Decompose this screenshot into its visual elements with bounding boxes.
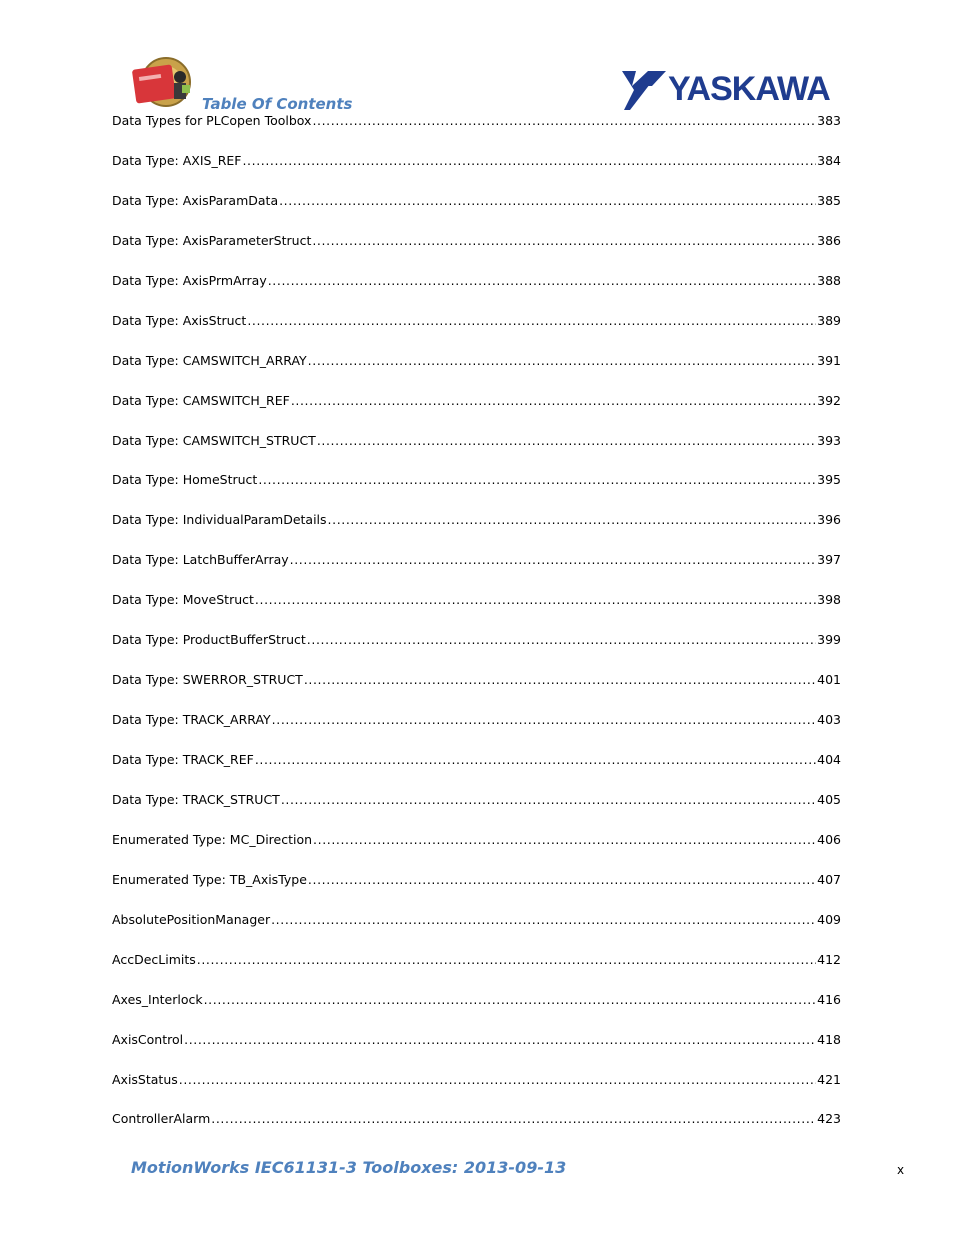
toc-entry[interactable]	[112, 951, 841, 991]
toc-entry-page[interactable]: 395	[817, 472, 841, 488]
toc-entry[interactable]	[112, 711, 841, 751]
toc-entry-page[interactable]: 393	[817, 432, 841, 448]
toc-entry-page[interactable]: 388	[817, 272, 841, 288]
footer-title: MotionWorks IEC61131-3 Toolboxes: 2013-09-13	[131, 1158, 567, 1177]
toc-entry-page[interactable]: 399	[817, 632, 841, 648]
toc-entry-page[interactable]: 405	[817, 791, 841, 807]
svg-text:YASKAWA: YASKAWA	[668, 70, 830, 108]
toc-entry[interactable]	[112, 631, 841, 671]
toc-entry[interactable]	[112, 112, 841, 152]
toc-entry[interactable]	[112, 471, 841, 511]
toc-dot-leader	[307, 631, 816, 649]
toc-entry-page[interactable]: 404	[817, 752, 841, 767]
toc-entry-label[interactable]: Data Type: CAMSWITCH_STRUCT	[112, 432, 316, 448]
toc-entry-page[interactable]: 409	[817, 911, 841, 927]
toc-entry-page[interactable]: 389	[817, 312, 841, 328]
yaskawa-logo	[622, 66, 844, 112]
toc-entry-label[interactable]: Data Type: IndividualParamDetails	[112, 512, 327, 528]
toc-entry[interactable]	[112, 232, 841, 272]
toc-entry-label[interactable]: AbsolutePositionManager	[112, 911, 271, 927]
toc-entry-page[interactable]: 398	[817, 592, 841, 608]
toc-entry-page[interactable]: 412	[817, 951, 841, 967]
toc-entry-label[interactable]: Data Type: CAMSWITCH_ARRAY	[112, 352, 307, 368]
toc-entry-page[interactable]: 407	[817, 871, 841, 887]
toc-entry[interactable]	[112, 152, 841, 192]
toc-entry[interactable]	[112, 751, 841, 791]
toc-entry-page[interactable]: 403	[817, 712, 841, 728]
toc-entry-page[interactable]: 406	[817, 831, 841, 847]
toc-entry[interactable]	[112, 392, 841, 432]
toc-dot-leader	[255, 591, 816, 609]
toc-entry[interactable]	[112, 1110, 841, 1150]
toc-entry-label[interactable]: ControllerAlarm	[112, 1111, 211, 1127]
toc-dot-leader	[255, 751, 816, 769]
toc-entry-label[interactable]: Data Type: CAMSWITCH_REF	[112, 392, 290, 408]
toc-entry[interactable]	[112, 272, 841, 312]
toc-entry-label[interactable]: Data Type: TRACK_ARRAY	[112, 712, 271, 728]
toc-entry-label[interactable]: Data Type: AxisStruct	[112, 312, 247, 328]
page-number: x	[897, 1163, 905, 1177]
toc-entry-page[interactable]: 397	[817, 552, 841, 568]
toc-entry-label[interactable]: Data Type: AXIS_REF	[112, 152, 242, 168]
toc-entry-page[interactable]: 384	[817, 152, 841, 168]
toc-entry-label[interactable]: Data Type: HomeStruct	[112, 472, 258, 488]
toc-entry[interactable]	[112, 551, 841, 591]
toc-entry-label[interactable]: Data Type: ProductBufferStruct	[112, 632, 306, 648]
toc-entry-label[interactable]: Data Type: AxisParameterStruct	[112, 232, 312, 248]
toc-entry[interactable]	[112, 1071, 841, 1111]
toc-entry-page[interactable]: 401	[817, 672, 841, 688]
toc-entry-page[interactable]: 391	[817, 352, 841, 368]
toc-dot-leader	[317, 432, 816, 450]
toc-dot-leader	[272, 711, 816, 729]
toc-entry[interactable]	[112, 1031, 841, 1071]
toc-dot-leader	[308, 871, 816, 889]
toc-dot-leader	[328, 511, 817, 529]
toc-entry-page[interactable]: 418	[817, 1031, 841, 1047]
toc-dot-leader	[271, 911, 816, 929]
toc-entry-label[interactable]: Enumerated Type: MC_Direction	[112, 831, 313, 847]
toc-dot-leader	[291, 392, 816, 410]
toc-entry[interactable]	[112, 352, 841, 392]
toc-entry-label[interactable]: Enumerated Type: TB_AxisType	[112, 871, 307, 887]
toc-entry-page[interactable]: 416	[817, 991, 841, 1007]
toc-entry[interactable]	[112, 511, 841, 551]
toc-dot-leader	[204, 991, 817, 1009]
toc-entry-page[interactable]: 421	[817, 1071, 841, 1087]
toc-entry[interactable]	[112, 911, 841, 951]
toc-dot-leader	[179, 1071, 816, 1089]
toc-dot-leader	[184, 1031, 816, 1049]
toc-entry[interactable]	[112, 192, 841, 232]
toc-entry-page[interactable]: 386	[817, 232, 841, 248]
toc-entry[interactable]	[112, 671, 841, 711]
toc-entry[interactable]	[112, 831, 841, 871]
toc-entry-label[interactable]: Data Type: MoveStruct	[112, 592, 254, 608]
toc-dot-leader	[308, 352, 816, 370]
toc-entry[interactable]	[112, 591, 841, 631]
toc-entry-label[interactable]: Data Type: SWERROR_STRUCT	[112, 672, 303, 688]
toc-dot-leader	[268, 272, 816, 290]
toc-entry[interactable]	[112, 871, 841, 911]
toc-entry[interactable]	[112, 791, 841, 831]
toc-dot-leader	[312, 232, 816, 250]
toc-dot-leader	[290, 551, 816, 569]
toc-dot-leader	[247, 312, 816, 330]
toc-entry[interactable]	[112, 312, 841, 352]
toc-entry-label[interactable]: Data Type: TRACK_STRUCT	[112, 791, 280, 807]
toc-entry-label[interactable]: AccDecLimits	[112, 951, 196, 967]
toc-entry-page[interactable]: 392	[817, 392, 841, 408]
toc-entry[interactable]	[112, 991, 841, 1031]
toc-dot-leader	[312, 112, 816, 130]
toc-entry-label[interactable]: Data Type: AxisPrmArray	[112, 272, 267, 288]
toc-dot-leader	[313, 831, 816, 849]
toc-dot-leader	[258, 471, 816, 489]
toc-dot-leader	[197, 951, 816, 969]
toc-entry-page[interactable]: 396	[817, 512, 841, 528]
toc-entry-label[interactable]: Axes_Interlock	[112, 991, 203, 1007]
toc-dot-leader	[279, 192, 816, 210]
toc-entry-page[interactable]: 383	[817, 113, 841, 128]
toc-entry-label[interactable]: AxisStatus	[112, 1071, 178, 1087]
toc-entry-label[interactable]: AxisControl	[112, 1031, 184, 1047]
toc-entry-page[interactable]: 423	[817, 1111, 841, 1127]
toc-dot-leader	[304, 671, 816, 689]
toc-dot-leader	[242, 152, 816, 170]
toc-dot-leader	[281, 791, 816, 809]
toc-entry-label[interactable]: Data Types for PLCopen Toolbox	[112, 113, 312, 128]
toc-entry-label[interactable]: Data Type: AxisParamData	[112, 192, 279, 208]
toolbox-logo-icon	[130, 55, 200, 110]
page-title: Table Of Contents	[202, 95, 353, 113]
toc-list	[112, 112, 841, 1150]
toc-dot-leader	[211, 1110, 816, 1128]
toc-entry-label[interactable]: Data Type: LatchBufferArray	[112, 552, 289, 568]
toc-entry[interactable]	[112, 432, 841, 472]
toc-entry-page[interactable]: 385	[817, 192, 841, 208]
toc-entry-label[interactable]: Data Type: TRACK_REF	[112, 752, 254, 767]
